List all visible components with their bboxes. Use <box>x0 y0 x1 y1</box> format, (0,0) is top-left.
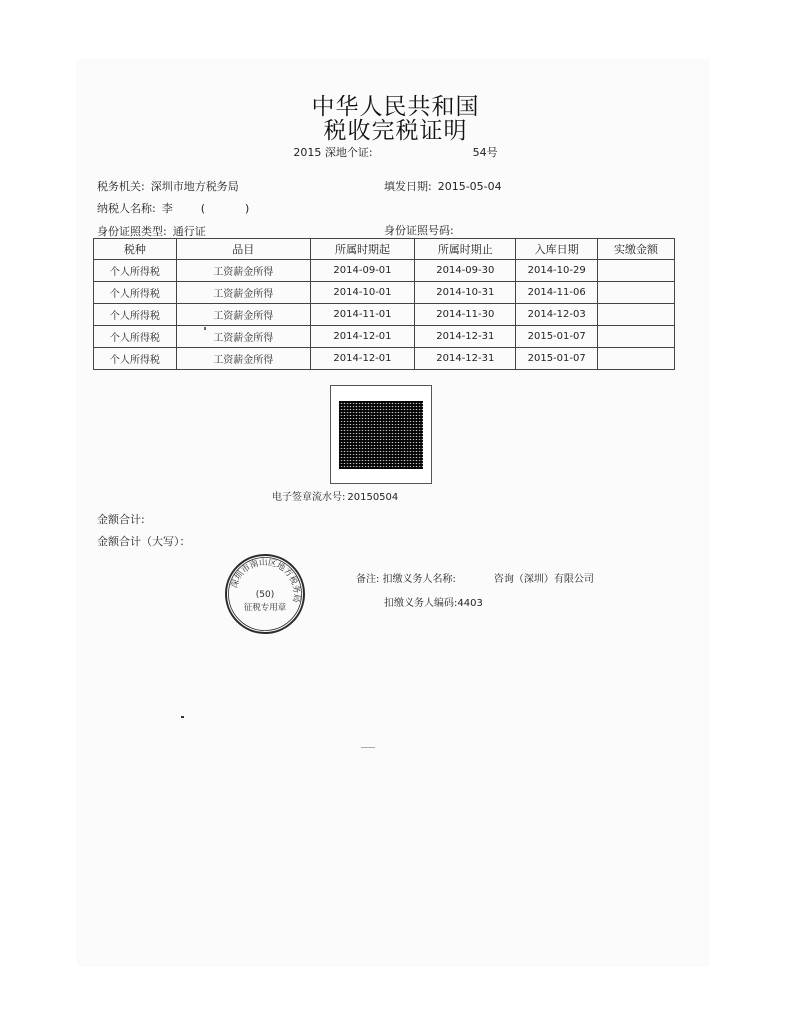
table-cell: 2014-09-01 <box>310 260 415 282</box>
table-cell: 工资薪金所得 <box>176 304 310 326</box>
title-country: 中华人民共和国 <box>311 94 480 120</box>
table-header-row <box>94 239 675 260</box>
table-row <box>94 326 675 348</box>
table-cell: 个人所得税 <box>94 304 177 326</box>
table-cell: 2014-12-01 <box>310 326 415 348</box>
table-cell: 2014-12-03 <box>516 304 598 326</box>
qr-code-icon <box>339 401 423 469</box>
table-cell: 2014-10-31 <box>415 282 516 304</box>
column-header: 实缴金额 <box>598 239 675 260</box>
id-number-label: 身份证照号码: <box>384 224 454 237</box>
table-cell <box>598 260 675 282</box>
agent-code-value: 4403 <box>457 598 483 609</box>
taxpayer-paren-open: ( <box>200 202 206 215</box>
table-cell: 工资薪金所得 <box>176 282 310 304</box>
certificate-number-prefix: 2015 深地个证: <box>293 146 373 159</box>
table-row <box>94 348 675 370</box>
document-sheet <box>78 60 708 965</box>
table-row <box>94 304 675 326</box>
table-cell: 2014-10-01 <box>310 282 415 304</box>
remark-value: 咨询（深圳）有限公司 <box>493 574 594 585</box>
table-row <box>94 282 675 304</box>
total-amount-label: 金额合计: <box>97 513 145 526</box>
table-cell: 2014-11-06 <box>516 282 598 304</box>
tax-office-field <box>97 178 239 194</box>
id-type-label: 身份证照类型: <box>97 225 167 238</box>
table-cell: 2014-10-29 <box>516 260 598 282</box>
table-cell: 个人所得税 <box>94 260 177 282</box>
taxpayer-paren-close: ) <box>245 202 250 215</box>
qr-code-frame <box>330 385 432 484</box>
table-cell <box>598 326 675 348</box>
column-header: 品目 <box>176 239 310 260</box>
column-header: 入库日期 <box>516 239 598 260</box>
table-cell: 2014-12-01 <box>310 348 415 370</box>
certificate-number <box>0 144 791 160</box>
table-cell: 2014-12-31 <box>415 348 516 370</box>
id-type-field <box>97 223 206 239</box>
table-cell <box>598 282 675 304</box>
table-row <box>94 260 675 282</box>
tax-table <box>93 238 675 370</box>
title-certificate: 税收完税证明 <box>323 118 468 144</box>
column-header: 税种 <box>94 239 177 260</box>
table-cell <box>598 304 675 326</box>
total-amount-words-label: 金额合计（大写）： <box>97 535 191 548</box>
table-cell: 2014-09-30 <box>415 260 516 282</box>
taxpayer-label: 纳税人名称: <box>97 202 156 215</box>
tax-office-label: 税务机关: <box>97 180 145 193</box>
table-cell: 2015-01-07 <box>516 348 598 370</box>
seal-bottom-text: 征税专用章 <box>243 603 287 613</box>
remark-field <box>356 570 594 585</box>
agent-code-label: 扣缴义务人编码: <box>384 598 458 609</box>
table-cell: 工资薪金所得 <box>176 348 310 370</box>
id-type-value: 通行证 <box>172 225 206 238</box>
table-cell: 2014-11-01 <box>310 304 415 326</box>
table-cell: 2014-11-30 <box>415 304 516 326</box>
table-cell: 工资薪金所得 <box>176 326 310 348</box>
table-cell: 2015-01-07 <box>516 326 598 348</box>
table-cell: 个人所得税 <box>94 326 177 348</box>
taxpayer-name: 李 <box>161 202 173 215</box>
signature-serial <box>272 488 398 503</box>
certificate-number-suffix: 54号 <box>472 146 498 159</box>
remark-label: 备注: 扣缴义务人名称: <box>356 574 456 585</box>
table-cell: 2014-12-31 <box>415 326 516 348</box>
signature-serial-value: 20150504 <box>347 492 399 503</box>
fill-date-value: 2015-05-04 <box>437 180 502 193</box>
taxpayer-field <box>97 200 249 216</box>
agent-code-field <box>384 594 483 609</box>
tax-office-value: 深圳市地方税务局 <box>150 180 239 193</box>
signature-serial-label: 电子签章流水号: <box>272 492 346 503</box>
table-cell <box>598 348 675 370</box>
fill-date-label: 填发日期: <box>384 180 432 193</box>
table-cell: 工资薪金所得 <box>176 260 310 282</box>
column-header: 所属时期止 <box>415 239 516 260</box>
table-cell: 个人所得税 <box>94 348 177 370</box>
id-number-field <box>384 222 460 238</box>
seal-ring-text: 深圳市南山区地方税务局 <box>229 557 302 604</box>
seal-center-text: (50) <box>255 590 275 600</box>
table-cell: 个人所得税 <box>94 282 177 304</box>
column-header: 所属时期起 <box>310 239 415 260</box>
official-seal-stamp <box>224 553 306 635</box>
fill-date-field <box>384 178 502 194</box>
